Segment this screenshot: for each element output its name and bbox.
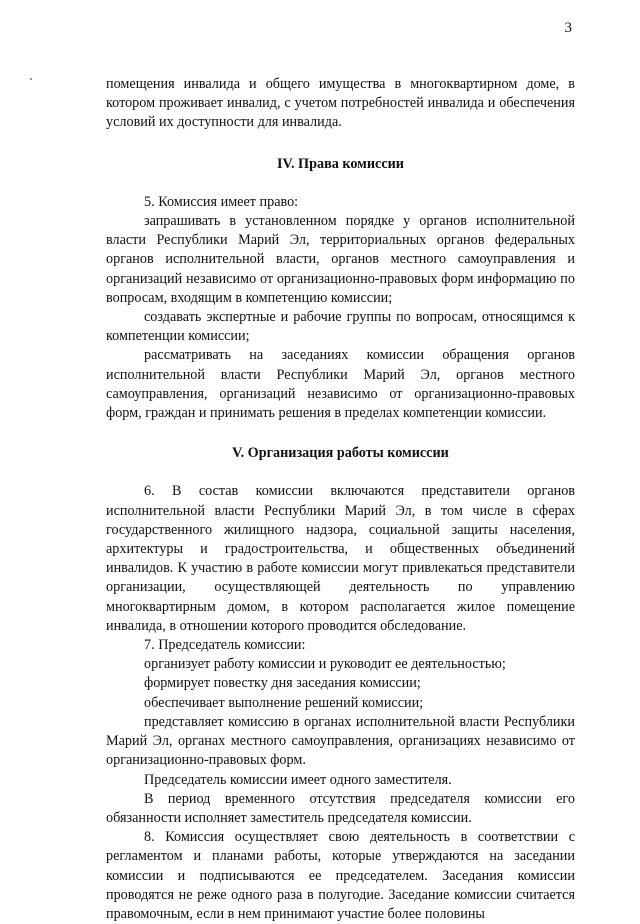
paragraph-item-6: 6. В состав комиссии включаются представители органов исполнительной власти Республики Марий Эл, в том числе в сферах государственного жилищного надзора, социальной защиты населения, архитектуры и градостроительства, и общественных объединений инвалидов. К участию в работе комиссии могут привлекаться представители организации, осуществляющей деятельность по управлению многоквартирным домом, в котором располагается жилое помещение инвалида, в отношении которого проводится обследование. [106, 483, 575, 634]
paragraph-one-deputy: Председатель комиссии имеет одного заместителя. [144, 771, 452, 788]
paragraph-consider-appeals: рассматривать на заседаниях комиссии обращения органов исполнительной власти Республики Марий Эл, органов местного самоуправления, организаций независимо от организационно-правовых форм, граждан и принимать решения в пределах компетенции комиссии. [106, 347, 575, 422]
document-body [106, 75, 575, 924]
paragraph-create-groups: создавать экспертные и рабочие группы по вопросам, относящимся к компетенции комиссии; [106, 309, 575, 345]
section-heading-iv: IV. Права комиссии [277, 155, 404, 172]
paragraph-forms-agenda: формирует повестку дня заседания комиссии; [144, 675, 421, 692]
paragraph-item-8: 8. Комиссия осуществляет свою деятельность в соответствии с регламентом и планами работы, которые утверждаются на заседании комиссии и подписываются ее председателем. Заседания комиссии проводятся не реже одного раза в полугодие. Заседание комиссии считается правомочным, если в нем принимают участие более половины [106, 829, 575, 922]
page-number: 3 [564, 20, 572, 36]
paragraph-item-7: 7. Председатель комиссии: [144, 637, 306, 654]
paragraph-represents-commission: представляет комиссию в органах исполнительной власти Республики Марий Эл, органах местного самоуправления, организациях независимо от организационно-правовых форм. [106, 713, 575, 769]
paragraph-ensures-decisions: обеспечивает выполнение решений комиссии; [144, 694, 424, 711]
paragraph-continuation: помещения инвалида и общего имущества в многоквартирном доме, в котором проживает инвалид, с учетом потребностей инвалида и обеспечения условий их доступности для инвалида. [106, 76, 575, 131]
paragraph-organizes-work: организует работу комиссии и руководит ее деятельностью; [144, 656, 506, 673]
paragraph-request-info: запрашивать в установленном порядке у органов исполнительной власти Республики Марий Эл, территориальных органов федеральных органов исполнительной власти, органов местного самоуправления и организаций независимо от организационно-правовых форм информацию по вопросам, входящим в компетенцию комиссии; [106, 213, 575, 306]
paragraph-deputy-acts: В период временного отсутствия председателя комиссии его обязанности исполняет заместитель председателя комиссии. [106, 790, 575, 826]
section-heading-v: V. Организация работы комиссии [232, 445, 449, 462]
paragraph-item-5: 5. Комиссия имеет право: [144, 193, 299, 210]
scan-mark [30, 78, 32, 80]
